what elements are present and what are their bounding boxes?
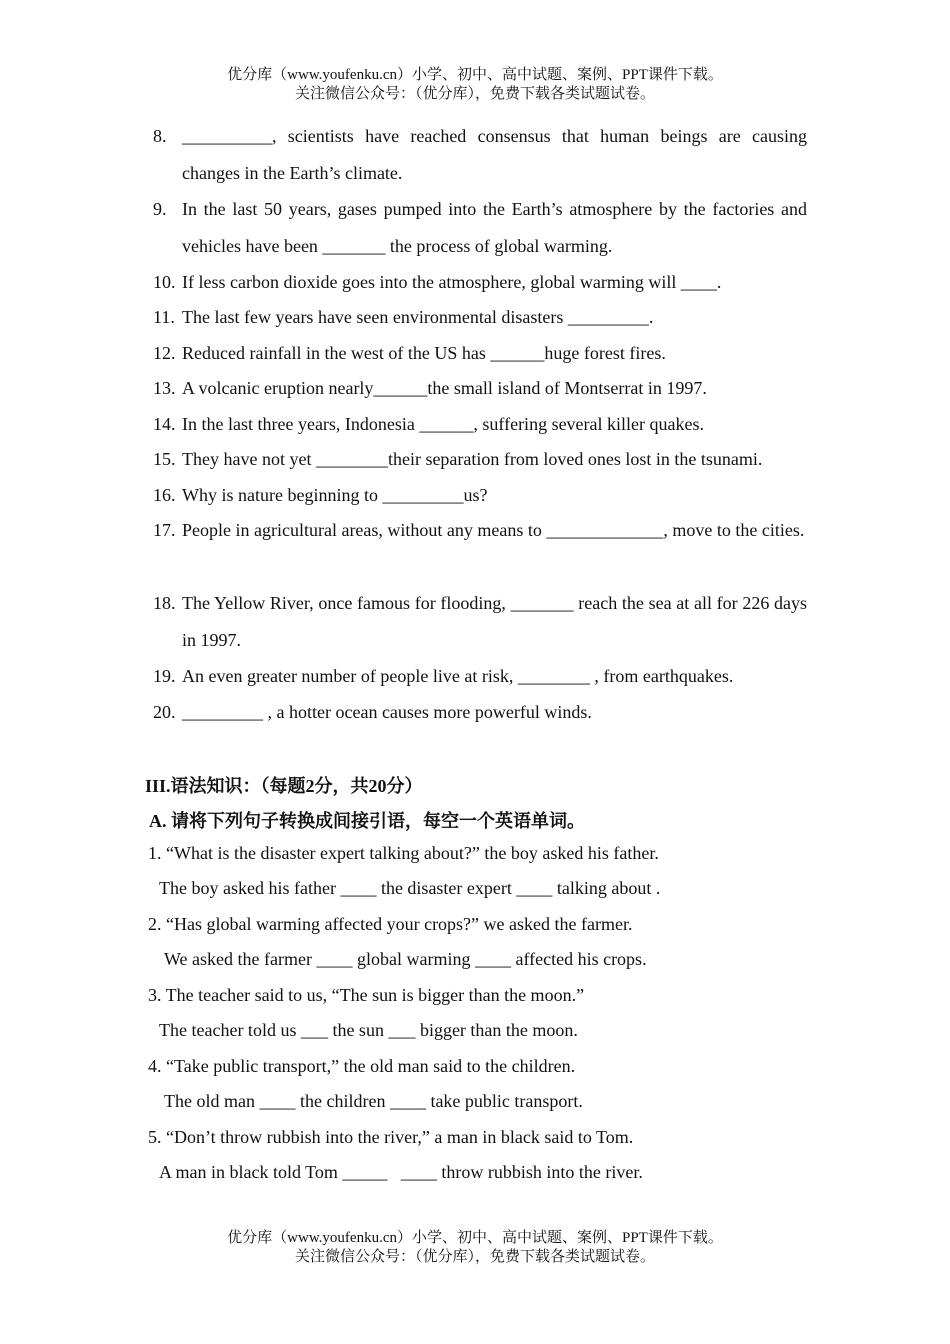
question-text: People in agricultural areas, without any means to _____________, move to the cities. [182,520,805,540]
question-14 [153,406,807,443]
question-text: Why is nature beginning to _________us? [182,485,488,505]
header-line-2: 关注微信公众号：（优分库），免费下载各类试题试卷。 [294,86,655,102]
question-number: 17. [153,520,176,540]
grammar-answer-4: The old man ____ the children ____ take public transport. [164,1091,583,1111]
question-18 [153,585,807,659]
question-15 [153,441,807,478]
grammar-question-3: 3. The teacher said to us, “The sun is bigger than the moon.” [148,985,585,1005]
header-line-1: 优分库（www.youfenku.cn）小学、初中、高中试题、案例、PPT课件下载。 [227,67,723,83]
question-text: __________, scientists have reached consensus that human beings are causing changes in the Earth’s climate. [182,126,807,183]
question-number: 15. [153,449,176,469]
question-number: 14. [153,414,176,434]
question-number: 13. [153,378,176,398]
question-number: 16. [153,485,176,505]
question-text: In the last 50 years, gases pumped into the Earth’s atmosphere by the factories and vehicles have been _______ the process of global warming. [182,199,807,256]
question-text: _________ , a hotter ocean causes more powerful winds. [182,702,592,722]
grammar-answer-3: The teacher told us ___ the sun ___ bigger than the moon. [159,1020,578,1040]
question-number: 20. [153,702,176,722]
grammar-question-5: 5. “Don’t throw rubbish into the river,” a man in black said to Tom. [148,1127,634,1147]
question-text: The last few years have seen environmental disasters _________. [182,307,654,327]
question-text: Reduced rainfall in the west of the US has ______huge forest fires. [182,343,666,363]
question-8 [153,118,807,192]
section-part-a-title: A. 请将下列句子转换成间接引语，每空一个英语单词。 [149,811,585,831]
question-number: 10. [153,272,176,292]
grammar-question-4: 4. “Take public transport,” the old man said to the children. [148,1056,576,1076]
question-number: 12. [153,343,176,363]
question-text: An even greater number of people live at risk, ________ , from earthquakes. [182,666,734,686]
question-number: 8. [153,126,167,146]
grammar-answer-2: We asked the farmer ____ global warming ____ affected his crops. [164,949,647,969]
question-text: The Yellow River, once famous for flooding, _______ reach the sea at all for 226 days in 1997. [182,593,807,650]
question-13 [153,370,807,407]
question-text: If less carbon dioxide goes into the atmosphere, global warming will ____. [182,272,722,292]
page-header [0,66,950,104]
question-text: They have not yet ________their separation from loved ones lost in the tsunami. [182,449,763,469]
footer-line-2: 关注微信公众号：（优分库），免费下载各类试题试卷。 [294,1249,655,1265]
question-number: 19. [153,666,176,686]
question-10 [153,264,807,301]
question-17 [153,512,807,549]
question-number: 9. [153,199,167,219]
grammar-answer-5: A man in black told Tom _____ ____ throw rubbish into the river. [159,1162,643,1182]
page-footer [0,1229,950,1267]
section-title: III.语法知识：（每题2分，共20分） [145,776,423,796]
grammar-question-1: 1. “What is the disaster expert talking about?” the boy asked his father. [148,843,659,863]
question-19 [153,658,807,695]
grammar-answer-1: The boy asked his father ____ the disaster expert ____ talking about . [159,878,661,898]
question-12 [153,335,807,372]
footer-line-1: 优分库（www.youfenku.cn）小学、初中、高中试题、案例、PPT课件下载。 [227,1230,723,1246]
question-number: 18. [153,593,176,613]
question-9 [153,191,807,265]
question-text: A volcanic eruption nearly______the small island of Montserrat in 1997. [182,378,707,398]
question-20 [153,694,807,731]
question-number: 11. [153,307,175,327]
grammar-question-2: 2. “Has global warming affected your crops?” we asked the farmer. [148,914,633,934]
question-11 [153,299,807,336]
question-16 [153,477,807,514]
question-text: In the last three years, Indonesia ______, suffering several killer quakes. [182,414,704,434]
